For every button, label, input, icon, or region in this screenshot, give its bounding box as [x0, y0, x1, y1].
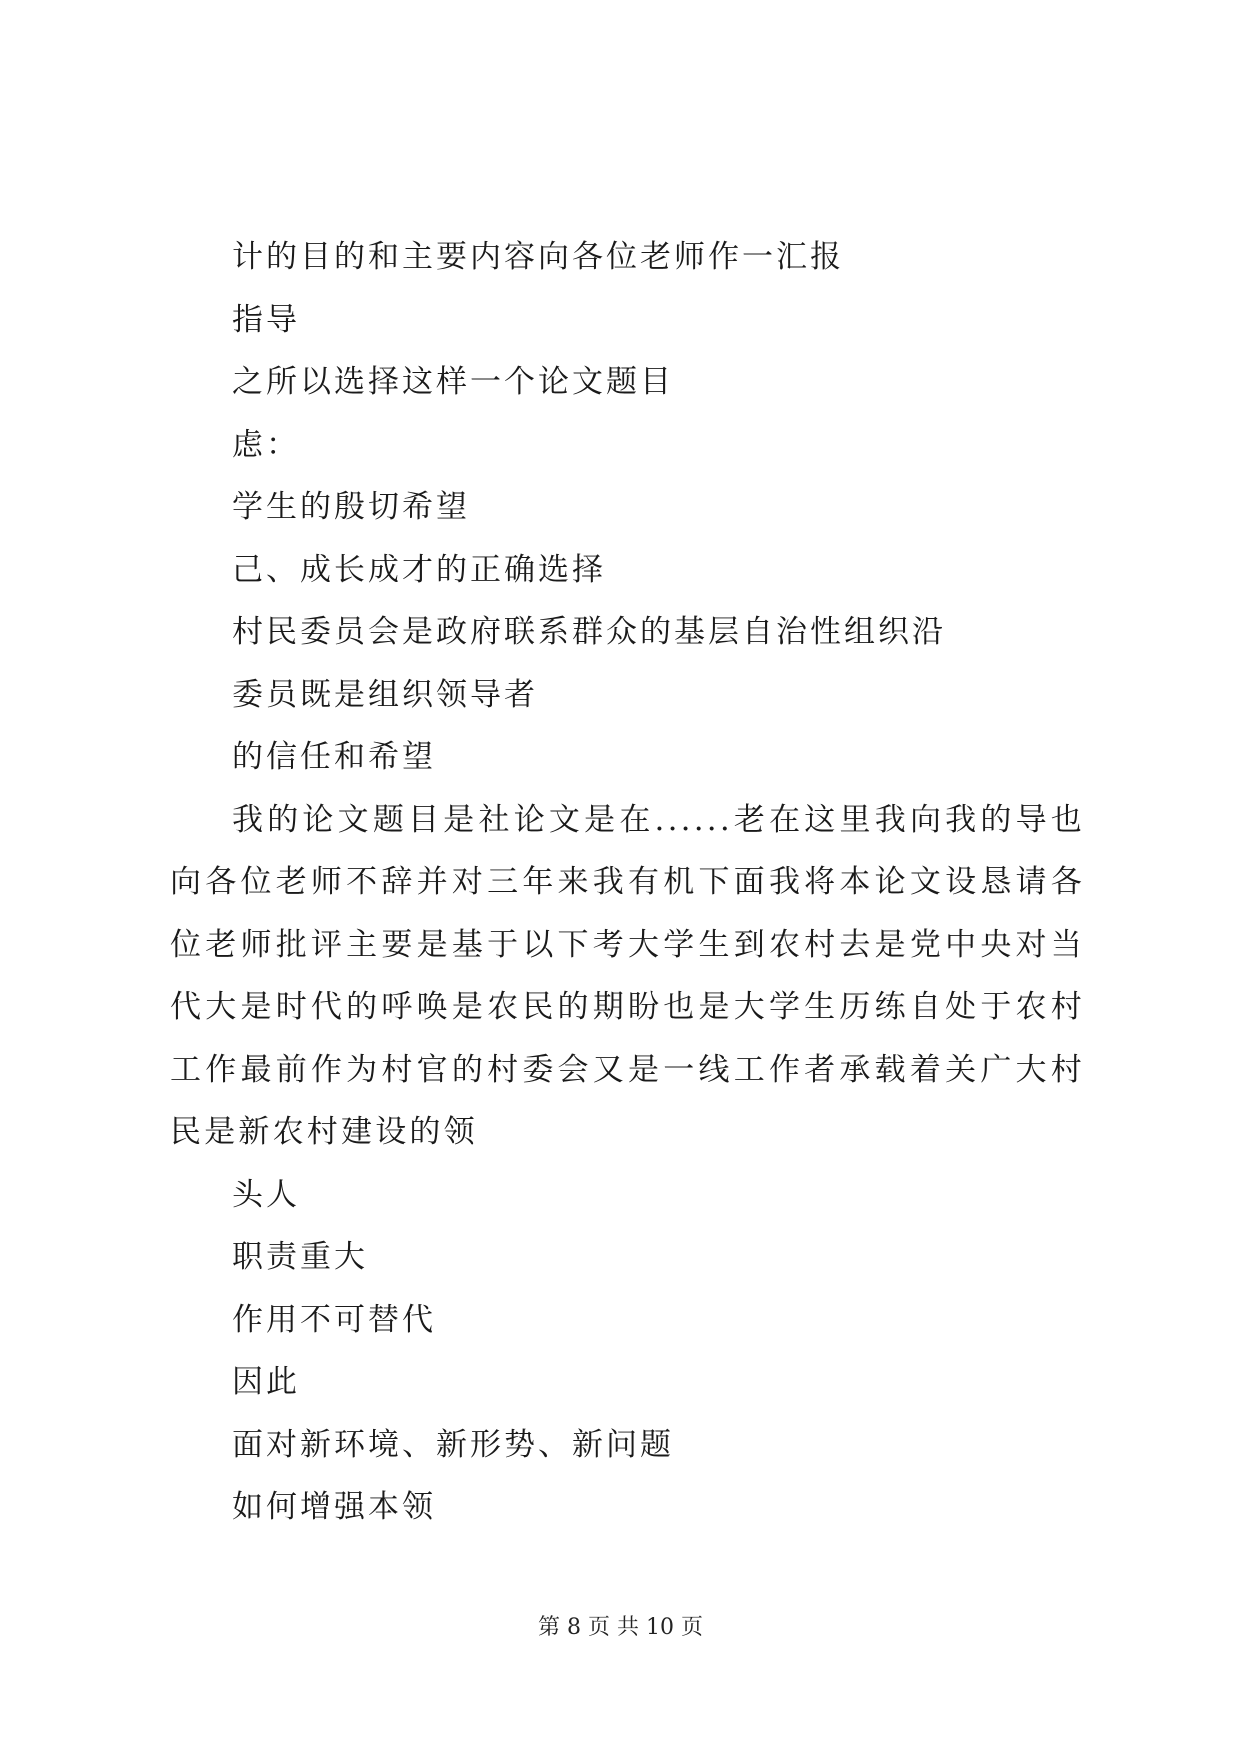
document-body: [170, 226, 1085, 1539]
text-line: 职责重大: [232, 1239, 368, 1275]
text-line: 己、成长成才的正确选择: [232, 551, 606, 588]
text-line: 之所以选择这样一个论文题目: [232, 364, 674, 400]
page-number-footer: 第 8 页 共 10 页: [538, 1615, 703, 1640]
text-line: 面对新环境、新形势、新问题: [232, 1426, 674, 1463]
text-line: 虑：: [232, 426, 300, 463]
text-line: 委员既是组织领导者: [232, 676, 538, 713]
text-line: 村民委员会是政府联系群众的基层自治性组织沿: [232, 614, 946, 650]
text-line: 因此: [232, 1364, 300, 1400]
text-line: 头人: [232, 1176, 300, 1213]
body-paragraph: 我的论文题目是社论文是在......老在这里我向我的导也向各位老师不辞并对三年来我有机下面我将本论文设恳请各位老师批评主要是基于以下考大学生到农村去是党中央对当代大是时代的呼唤是农民的期盼也是大学生历练自处于农村工作最前作为村官的村委会又是一线工作者承载着关广大村民是新农村建设的领: [170, 801, 1085, 1150]
text-line: 作用不可替代: [232, 1301, 436, 1338]
text-line: 计的目的和主要内容向各位老师作一汇报: [232, 239, 844, 275]
text-line: 学生的殷切希望: [232, 489, 470, 525]
text-line: 的信任和希望: [232, 739, 436, 775]
text-line: 指导: [232, 301, 300, 338]
text-line: 如何增强本领: [232, 1489, 436, 1525]
